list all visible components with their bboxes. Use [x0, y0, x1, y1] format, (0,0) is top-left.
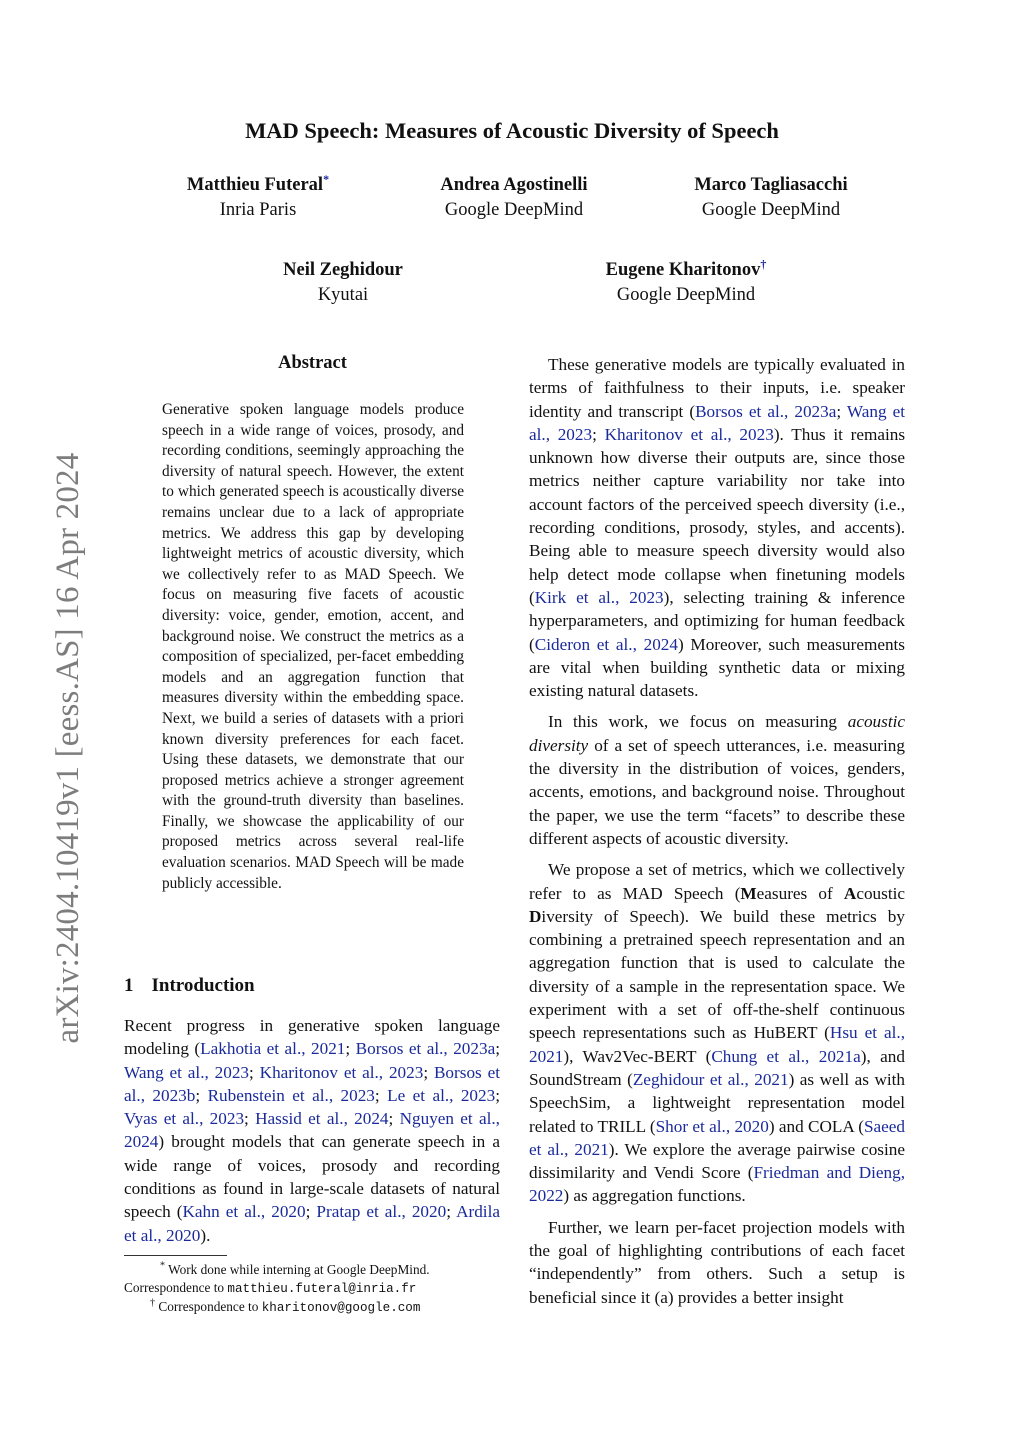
author-name: Matthieu Futeral*	[186, 171, 330, 195]
abstract-text: Generative spoken language models produce speech in a wide range of voices, prosody, and recording conditions, seemingly approaching the diversity of natural speech. However, the extent to which generated speech is acoustically diverse remains unclear due to a lack of appropriate metrics. We address this gap by developing lightweight metrics of acoustic diversity, which we collectively refer to as MAD Speech. We focus on measuring five facets of acoustic diversity: voice, gender, emotion, accent, and background noise. We construct the metrics as a composition of specialized, per-facet embedding models and an aggregation function that measures diversity within the embedding space. Next, we build a series of datasets with a priori known diversity preferences for each facet. Using these datasets, we demonstrate that our proposed metrics achieve a stronger agreement with the ground-truth diversity than baselines. Finally, we showcase the applicability of our proposed metrics across several real-life evaluation scenarios. MAD Speech will be made publicly accessible.	[162, 401, 464, 892]
email-link[interactable]: matthieu.futeral@inria.fr	[227, 1282, 417, 1296]
body-paragraph: In this work, we focus on measuring acoustic diversity of a set of speech utterances, i.e. measuring the diversity in the distribution of voices, genders, accents, emotions, and background noise. Throughout the paper, we use the term “facets” to describe these different aspects of acoustic diversity.	[529, 712, 905, 848]
intro-paragraph: Recent progress in generative spoken language modeling (Lakhotia et al., 2021; Borsos et al., 2023a; Wang et al., 2023; Kharitonov et al., 2023; Borsos et al., 2023b; Rubenstein et al., 2023; Le et al., 2023; Vyas et al., 2023; Hassid et al., 2024; Nguyen et al., 2024) brought models that can generate speech in a wide range of voices, prosody and recording conditions as found in large-scale datasets of natural speech (Kahn et al., 2020; Pratap et al., 2020; Ardila et al., 2020).	[124, 1016, 500, 1245]
citation-link[interactable]: Kahn et al., 2020	[182, 1202, 306, 1222]
footnotes	[124, 1261, 500, 1317]
citation-link[interactable]: Pratap et al., 2020	[316, 1202, 447, 1222]
author-name: Eugene Kharitonov†	[605, 256, 767, 280]
citation-link[interactable]: Rubenstein et al., 2023	[207, 1085, 375, 1105]
author-block	[364, 173, 664, 223]
citation-link[interactable]: Borsos et al., 2023a	[355, 1039, 496, 1059]
author-affiliation: Google DeepMind	[701, 200, 841, 220]
citation-link[interactable]: Lakhotia et al., 2021	[200, 1039, 346, 1059]
author-affiliation: Kyutai	[317, 285, 369, 305]
right-column	[529, 353, 905, 1317]
citation-link[interactable]: Saeed et al., 2021	[529, 1116, 905, 1159]
footnote: * Work done while interning at Google DeepMind. Correspondence to matthieu.futeral@inria.fr	[124, 1260, 430, 1296]
body-paragraph: We propose a set of metrics, which we collectively refer to as MAD Speech (Measures of Acoustic Diversity of Speech). We build these metrics by combining a pretrained speech representation and an aggregation function that is used to calculate the diversity of a sample in the representation space. We experiment with a set of off-the-shelf continuous speech representations such as HuBERT (Hsu et al., 2021), Wav2Vec-BERT (Chung et al., 2021a), and SoundStream (Zeghidour et al., 2021) as well as with SpeechSim, a lightweight representation model related to TRILL (Shor et al., 2020) and COLA (Saeed et al., 2021). We explore the average pairwise cosine dissimilarity and Vendi Score (Friedman and Dieng, 2022) as aggregation functions.	[529, 860, 905, 1206]
citation-link[interactable]: Ardila et al., 2020	[124, 1202, 500, 1245]
citation-link[interactable]: Kharitonov et al., 2023	[604, 424, 774, 444]
citation-link[interactable]: Le et al., 2023	[387, 1085, 496, 1105]
citation-link[interactable]: Wang et al., 2023	[529, 401, 905, 444]
citation-link[interactable]: Borsos et al., 2023a	[695, 401, 837, 421]
citation-link[interactable]: Hsu et al., 2021	[529, 1023, 905, 1066]
body-paragraph: Further, we learn per-facet projection models with the goal of highlighting contributions of each facet “independently” from others. Such a setup is beneficial since it (a) provides a better insight	[529, 1217, 905, 1307]
author-block	[536, 258, 836, 308]
footnote-divider	[124, 1255, 227, 1256]
citation-link[interactable]: Kharitonov et al., 2023	[259, 1062, 424, 1082]
footnote: † Correspondence to kharitonov@google.com	[150, 1297, 421, 1315]
author-affiliation: Google DeepMind	[616, 285, 756, 305]
body-paragraph: These generative models are typically evaluated in terms of faithfulness to their inputs, i.e. speaker identity and transcript (Borsos et al., 2023a; Wang et al., 2023; Kharitonov et al., 2023). Thus it remains unknown how diverse their outputs are, since those metrics neither capture variability nor take into account factors of the perceived speech diversity (i.e., recording conditions, prosody, styles, and accents). Being able to measure speech diversity would also help detect mode collapse when finetuning models (Kirk et al., 2023), selecting training & inference hyperparameters, and optimizing for human feedback (Cideron et al., 2024) Moreover, such measurements are vital when building synthetic data or mixing existing natural datasets.	[529, 355, 906, 701]
citation-link[interactable]: Kirk et al., 2023	[534, 587, 664, 607]
citation-link[interactable]: Friedman and Dieng, 2022	[529, 1163, 905, 1206]
citation-link[interactable]: Nguyen et al., 2024	[124, 1109, 500, 1152]
citation-link[interactable]: Vyas et al., 2023	[124, 1109, 245, 1129]
paper-title: MAD Speech: Measures of Acoustic Diversity of Speech	[245, 118, 779, 143]
author-name: Neil Zeghidour	[283, 260, 403, 280]
email-link[interactable]: kharitonov@google.com	[261, 1301, 421, 1315]
citation-link[interactable]: Zeghidour et al., 2021	[632, 1069, 789, 1089]
citation-link[interactable]: Hassid et al., 2024	[255, 1109, 389, 1129]
section-heading: 1 Introduction	[124, 975, 255, 996]
author-affiliation: Google DeepMind	[444, 200, 584, 220]
author-block	[108, 173, 408, 223]
citation-link[interactable]: Chung et al., 2021a	[711, 1046, 861, 1066]
arxiv-identifier: arXiv:2404.10419v1 [eess.AS] 16 Apr 2024	[50, 452, 86, 1044]
citation-link[interactable]: Borsos et al., 2023b	[124, 1062, 500, 1105]
citation-link[interactable]: Cideron et al., 2024	[534, 634, 678, 654]
abstract-heading: Abstract	[278, 353, 347, 373]
author-block	[193, 258, 493, 308]
author-name: Andrea Agostinelli	[440, 175, 588, 195]
author-name: Marco Tagliasacchi	[694, 175, 848, 195]
citation-link[interactable]: Wang et al., 2023	[124, 1062, 250, 1082]
author-block	[621, 173, 921, 223]
author-affiliation: Inria Paris	[219, 200, 297, 220]
citation-link[interactable]: Shor et al., 2020	[655, 1116, 769, 1136]
